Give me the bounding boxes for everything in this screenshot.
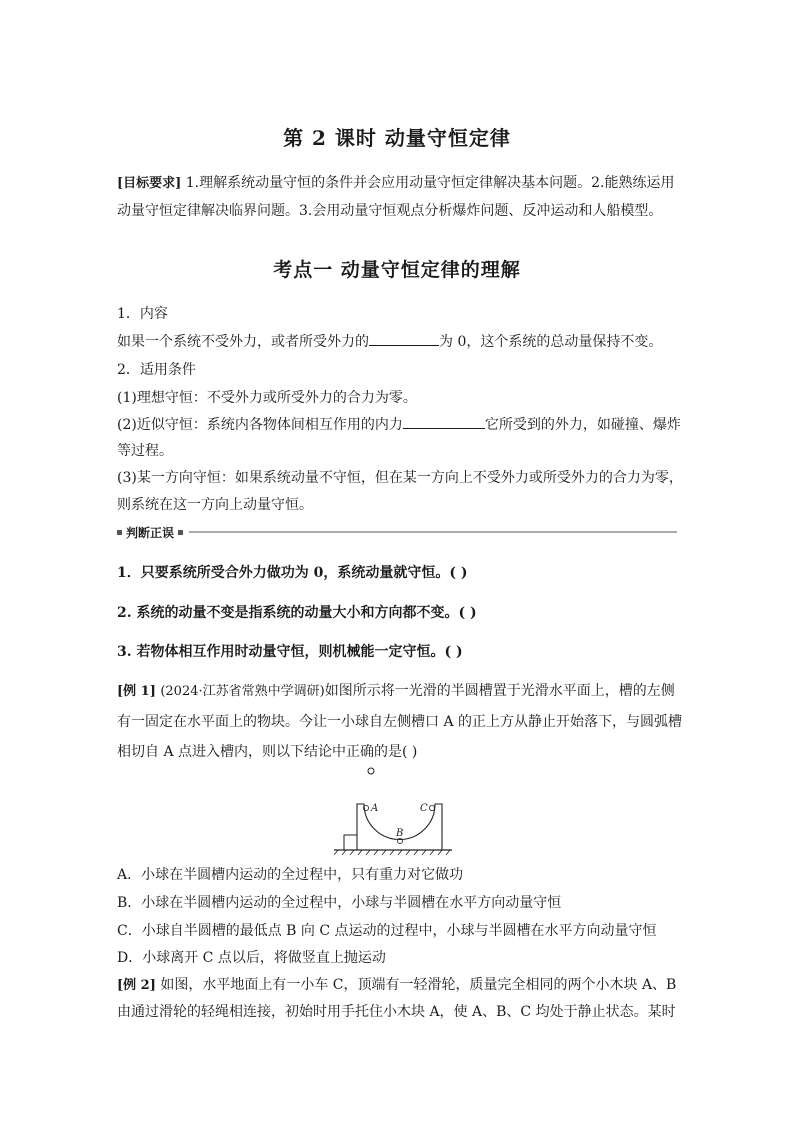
label-c: C bbox=[420, 803, 428, 814]
condition-3-line-1: (3)某一方向守恒：如果系统动量不守恒，但在某一方向上不受外力或所受外力的合力为零， bbox=[117, 470, 683, 486]
option-b: B．小球在半圆槽内运动的全过程中，小球与半圆槽在水平方向动量守恒 bbox=[117, 895, 562, 911]
example2-label: [例 2] bbox=[117, 978, 156, 993]
example2-line-2: 由通过滑轮的轻绳相连接，初始时用手托住小木块 A，使 A、B、C 均处于静止状态。某时 bbox=[117, 1004, 676, 1020]
content-text-post: 为 0，这个系统的总动量保持不变。 bbox=[439, 334, 663, 350]
example1-text-1: 如图所示将一光滑的半圆槽置于光滑水平面上，槽的左侧 bbox=[324, 683, 675, 699]
example1-line-3: 相切自 A 点进入槽内，则以下结论中正确的是( ) bbox=[117, 744, 418, 760]
condition-1: (1)理想守恒：不受外力或所受外力的合力为零。 bbox=[117, 390, 417, 406]
fill-blank-1[interactable] bbox=[369, 331, 439, 346]
option-c: C．小球自半圆槽的最低点 B 向 C 点运动的过程中，小球与半圆槽在水平方向动量守恒 bbox=[117, 923, 657, 939]
example1-line-2: 有一固定在水平面上的物块。今让一小球自左侧槽口 A 的正上方从静止开始落下，与圆弧槽 bbox=[117, 714, 683, 730]
falling-ball-icon bbox=[368, 768, 374, 774]
judge-section-header bbox=[117, 524, 677, 540]
half-groove bbox=[357, 804, 442, 850]
ball-at-c-icon bbox=[429, 805, 434, 810]
judge-item-3: 3. 若物体相互作用时动量守恒，则机械能一定守恒。( ) bbox=[117, 644, 463, 660]
objectives-line-2: 动量守恒定律解决临界问题。3.会用动量守恒观点分析爆炸问题、反冲运动和人船模型。 bbox=[117, 203, 663, 219]
condition-2-post: 它所受到的外力，如碰撞、爆炸 bbox=[484, 417, 681, 433]
option-a: A．小球在半圆槽内运动的全过程中，只有重力对它做功 bbox=[117, 867, 464, 883]
label-a: A bbox=[371, 803, 379, 814]
objectives-text-1: 1.理解系统动量守恒的条件并会应用动量守恒定律解决基本问题。2.能熟练运用 bbox=[185, 175, 675, 191]
option-d: D．小球离开 C 点以后，将做竖直上抛运动 bbox=[117, 950, 386, 966]
header-square-icon bbox=[178, 530, 183, 535]
fill-blank-2[interactable] bbox=[403, 414, 485, 429]
judge-item-2: 2. 系统的动量不变是指系统的动量大小和方向都不变。( ) bbox=[117, 605, 477, 621]
conditions-heading: 2．适用条件 bbox=[117, 362, 196, 378]
section-title: 考点一 动量守恒定律的理解 bbox=[273, 259, 521, 281]
condition-2-cont: 等过程。 bbox=[117, 443, 173, 459]
condition-2 bbox=[117, 414, 681, 434]
example2-line-1 bbox=[117, 974, 676, 994]
objectives-line-1 bbox=[117, 172, 674, 192]
example2-text-1: 如图，水平地面上有一小车 C，顶端有一轻滑轮，质量完全相同的两个小木块 A、B bbox=[160, 977, 677, 993]
content-text bbox=[117, 331, 662, 351]
judge-item-1: 1．只要系统所受合外力做功为 0，系统动量就守恒。( ) bbox=[117, 565, 468, 581]
judge-label: 判断正误 bbox=[126, 525, 175, 540]
fixed-block bbox=[344, 835, 357, 850]
content-text-pre: 如果一个系统不受外力，或者所受外力的 bbox=[117, 334, 369, 350]
example1-line-1 bbox=[117, 680, 675, 700]
ground-hatching bbox=[334, 850, 450, 855]
header-rule bbox=[189, 531, 677, 533]
header-square-icon bbox=[117, 530, 122, 535]
lesson-title: 第 2 课时 动量守恒定律 bbox=[283, 126, 511, 150]
label-b: B bbox=[396, 828, 404, 839]
example1-source: (2024·江苏省常熟中学调研) bbox=[160, 684, 325, 699]
content-heading: 1．内容 bbox=[117, 306, 168, 322]
condition-3-line-2: 则系统在这一方向上动量守恒。 bbox=[117, 497, 313, 513]
example1-label: [例 1] bbox=[117, 684, 156, 699]
half-groove-figure bbox=[334, 762, 454, 858]
objectives-label: [目标要求] bbox=[117, 176, 182, 191]
condition-2-pre: (2)近似守恒：系统内各物体间相互作用的内力 bbox=[117, 417, 403, 433]
